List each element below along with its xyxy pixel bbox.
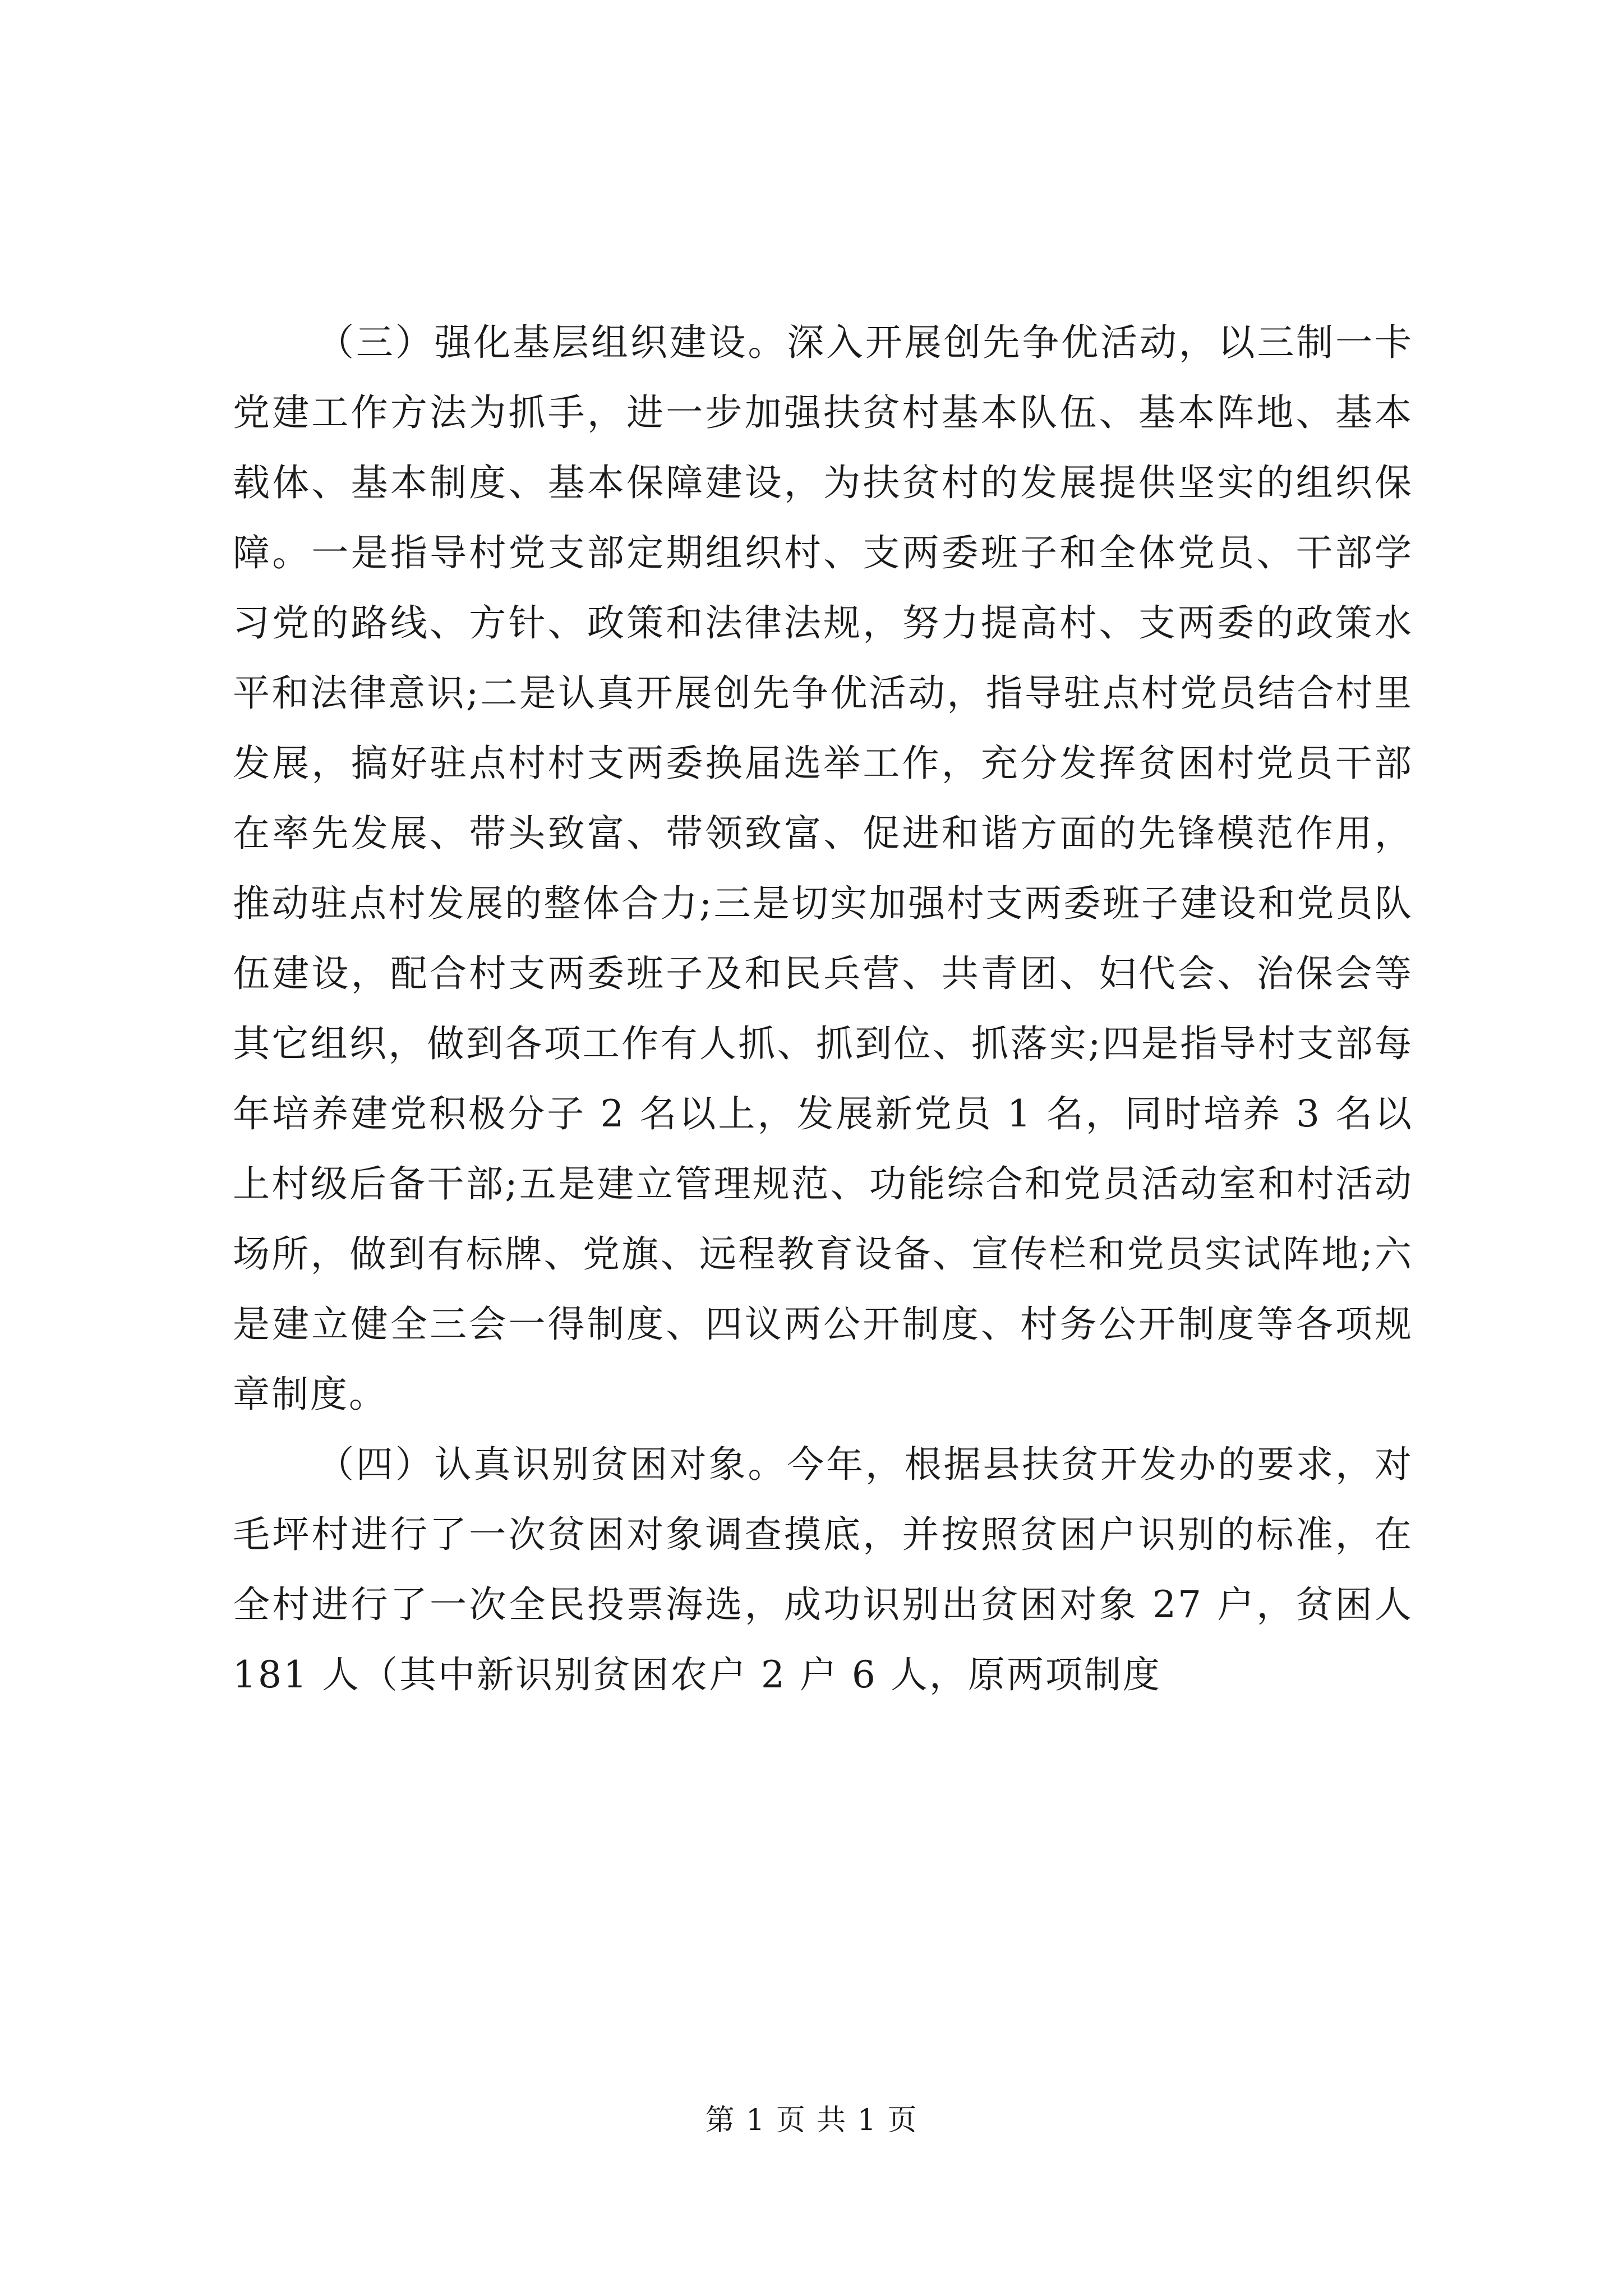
page-footer: 第 1 页 共 1 页	[705, 2104, 918, 2137]
paragraph-identify-poverty-targets: （四）认真识别贫困对象。今年，根据县扶贫开发办的要求，对毛坪村进行了一次贫困对象调查摸底，并按照贫困户识别的标准，在全村进行了一次全民投票海选，成功识别出贫困对象 27 户，贫困人 181 人（其中新识别贫困农户 2 户 6 人，原两项制度	[233, 1443, 1413, 1696]
document-body	[233, 307, 1413, 1710]
paragraph-strengthen-grassroots-organization: （三）强化基层组织建设。深入开展创先争优活动，以三制一卡党建工作方法为抓手，进一步加强扶贫村基本队伍、基本阵地、基本载体、基本制度、基本保障建设，为扶贫村的发展提供坚实的组织保障。一是指导村党支部定期组织村、支两委班子和全体党员、干部学习党的路线、方针、政策和法律法规，努力提高村、支两委的政策水平和法律意识;二是认真开展创先争优活动，指导驻点村党员结合村里发展，搞好驻点村村支两委换届选举工作，充分发挥贫困村党员干部在率先发展、带头致富、带领致富、促进和谐方面的先锋模范作用，推动驻点村发展的整体合力;三是切实加强村支两委班子建设和党员队伍建设，配合村支两委班子及和民兵营、共青团、妇代会、治保会等其它组织，做到各项工作有人抓、抓到位、抓落实;四是指导村支部每年培养建党积极分子 2 名以上，发展新党员 1 名，同时培养 3 名以上村级后备干部;五是建立管理规范、功能综合和党员活动室和村活动场所，做到有标牌、党旗、远程教育设备、宣传栏和党员实试阵地;六是建立健全三会一得制度、四议两公开制度、村务公开制度等各项规章制度。	[233, 321, 1413, 1416]
